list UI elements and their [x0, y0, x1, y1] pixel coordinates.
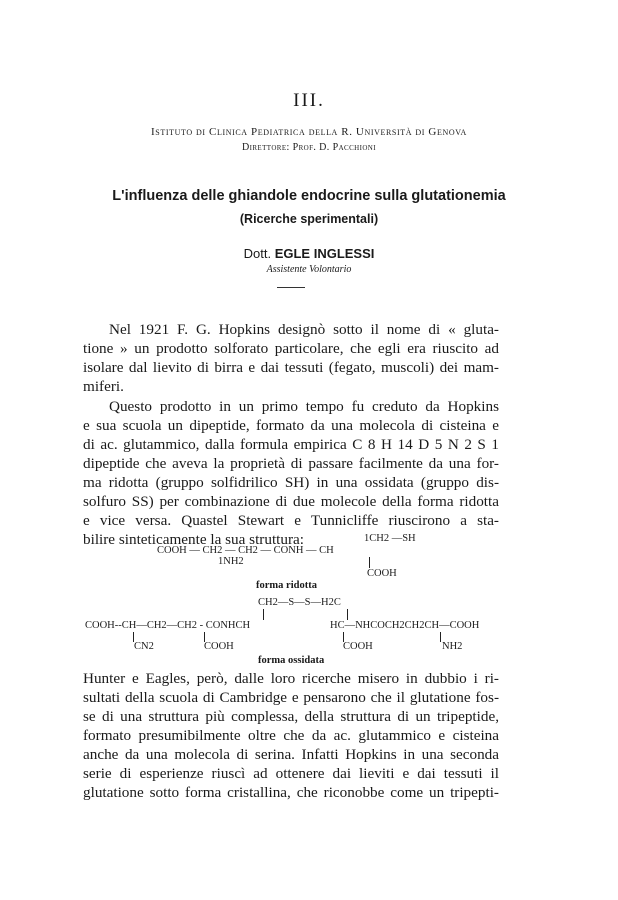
bond-line [263, 609, 264, 620]
text-line: anche da una molecola di serina. Infatti Hopkins in una seconda [83, 746, 499, 763]
article-subtitle: (Ricerche sperimentali) [239, 212, 379, 226]
author-prefix: Dott. [243, 246, 272, 261]
text-line: Questo prodotto in un primo tempo fu creduto da Hopkins [109, 398, 499, 415]
formula-oxidized-caption: forma ossidata [258, 655, 325, 666]
text-line: di ac. glutammico, dalla formula empirica C 8 H 14 D 5 N 2 S 1 [83, 436, 499, 453]
text-line: dipeptide che aveva la proprietà di passare facilmente da una for- [83, 455, 499, 472]
formula-reduced-cooh: COOH [367, 568, 397, 579]
text-line: miferi. [83, 378, 124, 395]
text-line: isolare dal lievito di birra e dai tessuti (fegato, muscoli) dei mam- [83, 359, 499, 376]
text-line: Hunter e Eagles, però, dalle loro ricerche misero in dubbio i ri- [83, 670, 499, 687]
formula-oxidized-sub-cooh-left: COOH [204, 641, 234, 652]
text-line: Nel 1921 F. G. Hopkins designò sotto il nome di « gluta- [109, 321, 499, 338]
formula-oxidized-bridge: CH2—S—S—H2C [258, 597, 341, 608]
article-title: L'influenza delle ghiandole endocrine sulla glutationemia [112, 188, 506, 204]
chapter-number: III. [293, 90, 325, 111]
formula-reduced-top: 1CH2 —SH [364, 533, 416, 544]
author-role: Assistente Volontario [266, 264, 352, 275]
text-line: formato presumibilmente oltre che da ac. glutammico e cisteina [83, 727, 499, 744]
formula-reduced-main: COOH — CH2 — CH2 — CONH — CH [157, 545, 334, 556]
director-line: Direttore: Prof. D. Pacchioni [242, 142, 376, 153]
formula-reduced-nh2: 1NH2 [218, 556, 244, 567]
formula-oxidized-sub-nh2: NH2 [442, 641, 463, 652]
paragraph-3 [83, 669, 499, 802]
formula-reduced-caption: forma ridotta [256, 580, 317, 591]
formula-oxidized-right: HC—NHCOCH2CH2CH—COOH [330, 620, 480, 631]
institute-line: Istituto di Clinica Pediatrica della R. Università di Genova [151, 126, 467, 138]
text-line: e vice versa. Quastel Stewart e Tunnicliffe riuscirono a sta- [83, 512, 499, 529]
formula-oxidized-left: COOH--CH—CH2—CH2 - CONHCH [85, 620, 251, 631]
text-line: tione » un prodotto solforato particolare, che egli era riuscito ad [83, 340, 499, 357]
text-line: serie di esperienze riuscì ad ottenere dai lieviti e dai tessuti il [83, 765, 499, 782]
formula-oxidized-sub-cn2: CN2 [134, 641, 154, 652]
text-line: se di una struttura più complessa, della struttura di un tripeptide, [83, 708, 499, 725]
text-line: ma ridotta (gruppo solfidrilico SH) in una ossidata (gruppo dis- [83, 474, 499, 491]
text-line: e sua scuola un dipeptide, formato da una molecola di cisteina e [83, 417, 499, 434]
text-line: glutatione sotto forma cristallina, che riconobbe come un tripepti- [83, 784, 499, 801]
formula-oxidized-sub-cooh-right: COOH [343, 641, 373, 652]
bond-line [347, 609, 348, 620]
bond-line [369, 557, 370, 568]
author-name: EGLE INGLESSI [274, 246, 375, 261]
bond-line [440, 632, 441, 642]
text-line: solfuro SS) per combinazione di due molecole della forma ridotta [83, 493, 499, 510]
text-line: sultati della scuola di Cambridge e pensarono che il glutatione fos- [83, 689, 499, 706]
text-line: bilire sinteticamente la sua struttura: [83, 531, 304, 548]
